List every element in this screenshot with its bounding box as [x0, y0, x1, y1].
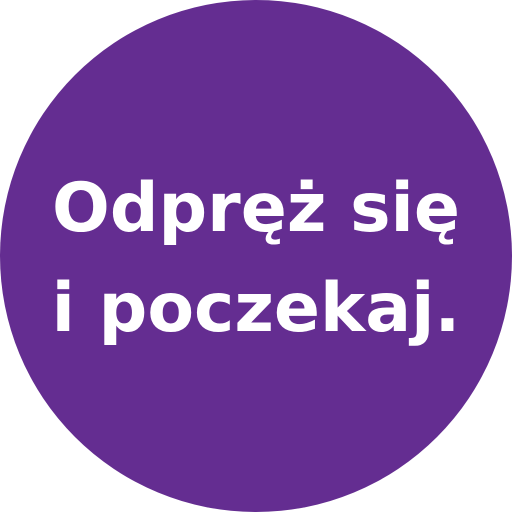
badge-text-line-1: Odpręż się: [52, 169, 460, 248]
badge-text-line-2: i poczekaj.: [51, 269, 461, 348]
